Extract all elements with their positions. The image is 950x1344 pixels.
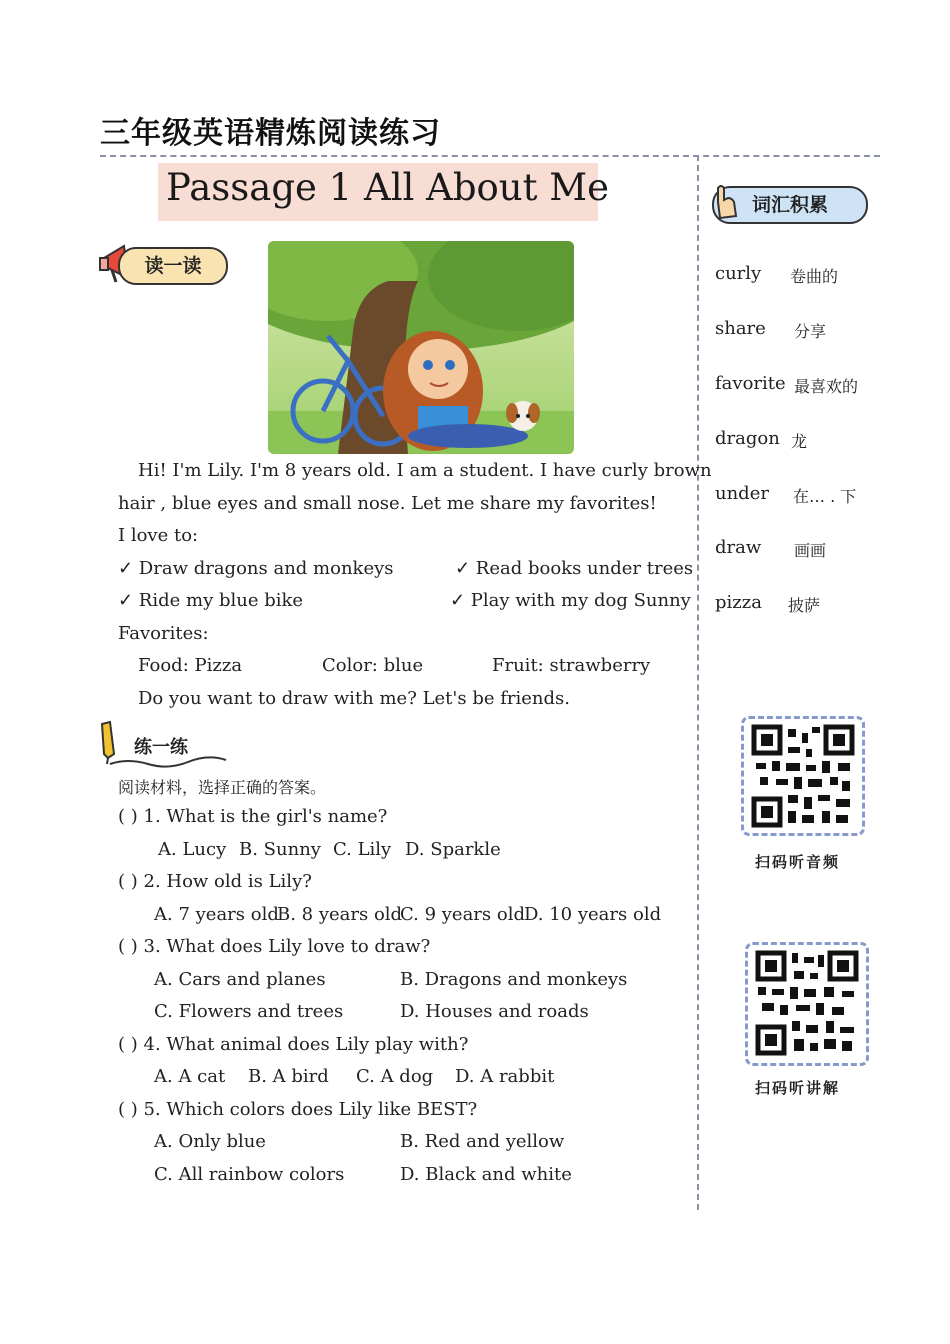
explanation-qr-caption: 扫码听讲解 (755, 1079, 841, 1097)
question-3: ( ) 3. What does Lily love to draw? (118, 936, 431, 957)
favorite-color: Color: blue (322, 655, 424, 676)
question-4: ( ) 4. What animal does Lily play with? (118, 1034, 469, 1055)
read-section-badge: 读一读 (118, 247, 228, 285)
vocab-meaning: 画画 (794, 541, 827, 560)
option: B. 8 years old (277, 904, 403, 925)
option: D. A rabbit (455, 1066, 555, 1087)
option: D. Black and white (400, 1164, 572, 1185)
pointing-hand-icon (712, 182, 742, 222)
vocab-word: favorite (715, 373, 786, 394)
option: C. 9 years old (400, 904, 525, 925)
love-heading: I love to: (118, 525, 199, 546)
love-item: ✓ Read books under trees (455, 558, 694, 579)
passage-title: Passage 1 All About Me (166, 166, 610, 209)
vocab-word: pizza (715, 592, 762, 613)
vocab-meaning: 披萨 (788, 596, 821, 615)
option: B. A bird (248, 1066, 329, 1087)
audio-qr-code[interactable] (741, 716, 865, 836)
love-item: ✓ Play with my dog Sunny (450, 590, 691, 611)
story-line-2: hair , blue eyes and small nose. Let me share my favorites! (118, 493, 657, 514)
story-illustration (268, 241, 574, 454)
question-2: ( ) 2. How old is Lily? (118, 871, 312, 892)
option: B. Sunny (239, 839, 321, 860)
option: D. 10 years old (524, 904, 662, 925)
option: A. Cars and planes (154, 969, 326, 990)
option: D. Houses and roads (400, 1001, 589, 1022)
vocab-word: dragon (715, 428, 780, 449)
love-item: ✓ Draw dragons and monkeys (118, 558, 394, 579)
audio-qr-caption: 扫码听音频 (755, 853, 841, 871)
vocab-meaning: 最喜欢的 (794, 377, 859, 396)
option: C. All rainbow colors (154, 1164, 345, 1185)
love-item: ✓ Ride my blue bike (118, 590, 304, 611)
question-1: ( ) 1. What is the girl's name? (118, 806, 388, 827)
right-dashed-divider (697, 155, 699, 1210)
explanation-qr-code[interactable] (745, 942, 869, 1066)
practice-section-label: 练一练 (134, 737, 188, 758)
vocab-word: draw (715, 537, 762, 558)
option: A. 7 years old (154, 904, 279, 925)
question-5: ( ) 5. Which colors does Lily like BEST? (118, 1099, 478, 1120)
vocab-meaning: 龙 (791, 432, 808, 451)
favorite-fruit: Fruit: strawberry (492, 655, 651, 676)
document-title: 三年级英语精炼阅读练习 (100, 116, 441, 151)
top-dashed-divider (100, 155, 880, 157)
vocab-meaning: 卷曲的 (790, 267, 839, 286)
qr-code-icon (744, 719, 862, 833)
option: C. Flowers and trees (154, 1001, 344, 1022)
option: A. Only blue (154, 1131, 266, 1152)
option: B. Dragons and monkeys (400, 969, 628, 990)
favorites-heading: Favorites: (118, 623, 209, 644)
vocab-meaning: 分享 (794, 322, 827, 341)
story-line-1: Hi! I'm Lily. I'm 8 years old. I am a student. I have curly brown (138, 460, 712, 481)
instructions: 阅读材料，选择正确的答案。 (118, 778, 327, 797)
option: C. Lily (333, 839, 392, 860)
qr-code-icon (748, 945, 866, 1063)
vocab-word: under (715, 483, 769, 504)
option: A. A cat (154, 1066, 226, 1087)
favorite-food: Food: Pizza (138, 655, 243, 676)
vocab-word: curly (715, 263, 762, 284)
option: D. Sparkle (405, 839, 501, 860)
option: A. Lucy (158, 839, 227, 860)
option: C. A dog (356, 1066, 434, 1087)
story-closing: Do you want to draw with me? Let's be friends. (138, 688, 570, 709)
vocab-meaning: 在… . 下 (793, 487, 857, 506)
vocabulary-badge: 词汇积累 (712, 186, 868, 224)
vocab-word: share (715, 318, 766, 339)
option: B. Red and yellow (400, 1131, 565, 1152)
